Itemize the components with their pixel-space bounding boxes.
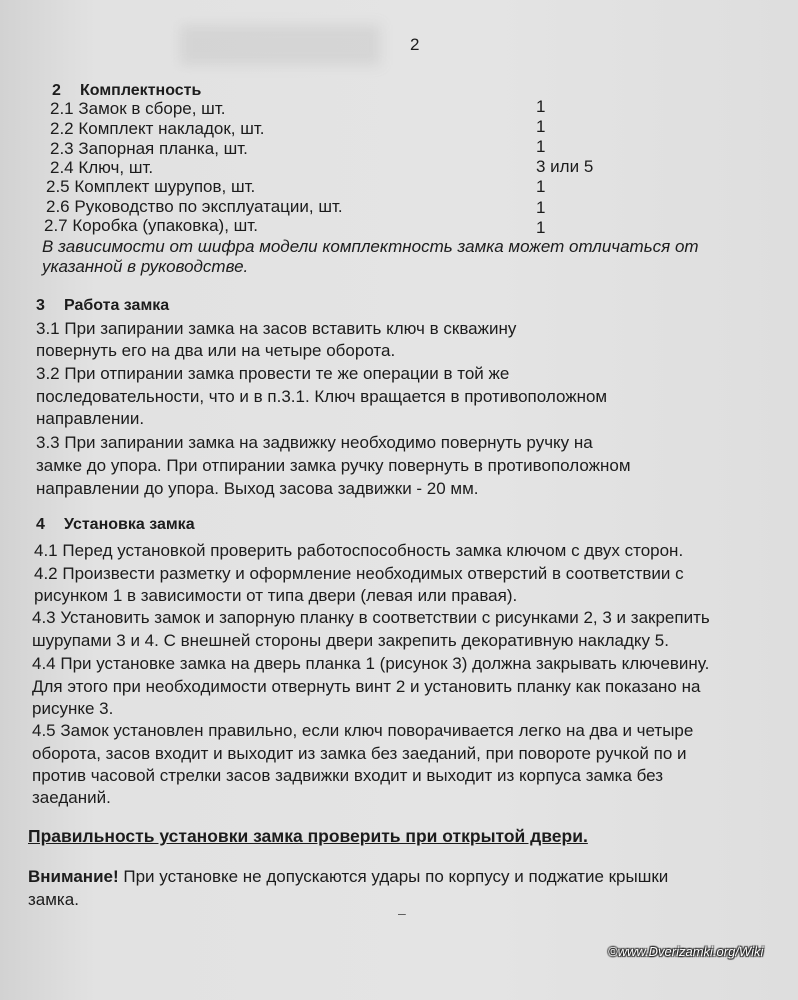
section-4-title: Установка замка <box>64 516 195 533</box>
section-4-line-12: заеданий. <box>32 788 111 807</box>
section-2-number: 2 <box>52 82 61 99</box>
section-3-line-3: 3.2 При отпирании замка провести те же операции в той же <box>36 364 510 383</box>
section-3-line-5: направлении. <box>36 409 145 428</box>
item-2-6-label: 2.6 Руководство по эксплуатации, шт. <box>46 197 343 216</box>
door-open-check-note: Правильность установки замка проверить при открытой двери. <box>28 826 588 846</box>
section-4-line-7: Для этого при необходимости отвернуть винт 2 и установить планку как показано на <box>32 677 701 696</box>
item-2-7-qty: 1 <box>536 218 546 237</box>
warning-line-1 <box>28 866 668 887</box>
item-2-2-label: 2.2 Комплект накладок, шт. <box>50 119 265 138</box>
section-3-line-6: 3.3 При запирании замка на задвижку необходимо повернуть ручку на <box>36 433 593 452</box>
item-2-5-qty: 1 <box>536 177 546 196</box>
section-3-line-4: последовательности, что и в п.3.1. Ключ вращается в противоположном <box>36 387 608 406</box>
item-2-1-qty: 1 <box>536 97 546 116</box>
section-4-number: 4 <box>36 516 45 533</box>
completeness-note-line-1: В зависимости от шифра модели комплектность замка может отличаться от <box>42 237 699 256</box>
warning-text: При установке не допускаются удары по корпусу и поджатие крышки <box>118 867 669 886</box>
item-2-3-qty: 1 <box>536 137 546 156</box>
footer-dash: – <box>398 905 406 921</box>
section-4-line-8: рисунке 3. <box>32 699 114 718</box>
section-4-heading <box>36 514 195 535</box>
section-3-number: 3 <box>36 297 45 314</box>
section-4-line-9: 4.5 Замок установлен правильно, если ключ поворачивается легко на два и четыре <box>32 721 694 740</box>
item-2-7-label: 2.7 Коробка (упаковка), шт. <box>44 216 258 235</box>
item-2-1-label: 2.1 Замок в сборе, шт. <box>50 99 226 118</box>
section-4-line-3: рисунком 1 в зависимости от типа двери (левая или правая). <box>34 586 518 605</box>
item-2-3-label: 2.3 Запорная планка, шт. <box>50 139 248 158</box>
page-number: 2 <box>410 35 420 54</box>
item-2-4-qty: 3 или 5 <box>536 157 594 176</box>
item-2-2-qty: 1 <box>536 117 546 136</box>
item-2-4-label: 2.4 Ключ, шт. <box>50 158 154 177</box>
section-4-line-11: против часовой стрелки засов задвижки входит и выходит из корпуса замка без <box>32 766 664 785</box>
section-4-line-2: 4.2 Произвести разметку и оформление необходимых отверстий в соответствии с <box>34 564 684 583</box>
warning-label: Внимание! <box>28 867 119 886</box>
warning-line-2: замка. <box>28 890 79 909</box>
section-4-line-4: 4.3 Установить замок и запорную планку в соответствии с рисунками 2, 3 и закрепить <box>32 608 710 627</box>
item-2-5-label: 2.5 Комплект шурупов, шт. <box>46 177 256 196</box>
item-2-6-qty: 1 <box>536 198 546 217</box>
section-4-line-1: 4.1 Перед установкой проверить работоспособность замка ключом с двух сторон. <box>34 541 684 560</box>
bleed-through-shadow <box>180 25 380 65</box>
section-3-title: Работа замка <box>64 297 170 314</box>
section-3-heading <box>36 295 169 316</box>
completeness-note-line-2: указанной в руководстве. <box>42 257 249 276</box>
section-3-line-1: 3.1 При запирании замка на засов вставить ключ в скважину <box>36 319 517 338</box>
section-3-line-2: повернуть его на два или на четыре оборота. <box>36 341 396 360</box>
section-4-line-10: оборота, засов входит и выходит из замка без заеданий, при повороте ручкой по и <box>32 744 687 763</box>
section-4-line-5: шурупами 3 и 4. С внешней стороны двери закрепить декоративную накладку 5. <box>32 631 669 650</box>
watermark: ©www.Dverizamki.org/Wiki <box>608 944 764 959</box>
section-4-line-6: 4.4 При установке замка на дверь планка 1 (рисунок 3) должна закрывать ключевину. <box>32 654 710 673</box>
section-3-line-8: направлении до упора. Выход засова задвижки - 20 мм. <box>36 479 479 498</box>
section-2-title: Комплектность <box>80 82 202 99</box>
section-3-line-7: замке до упора. При отпирании замка ручку повернуть в противоположном <box>36 456 631 475</box>
